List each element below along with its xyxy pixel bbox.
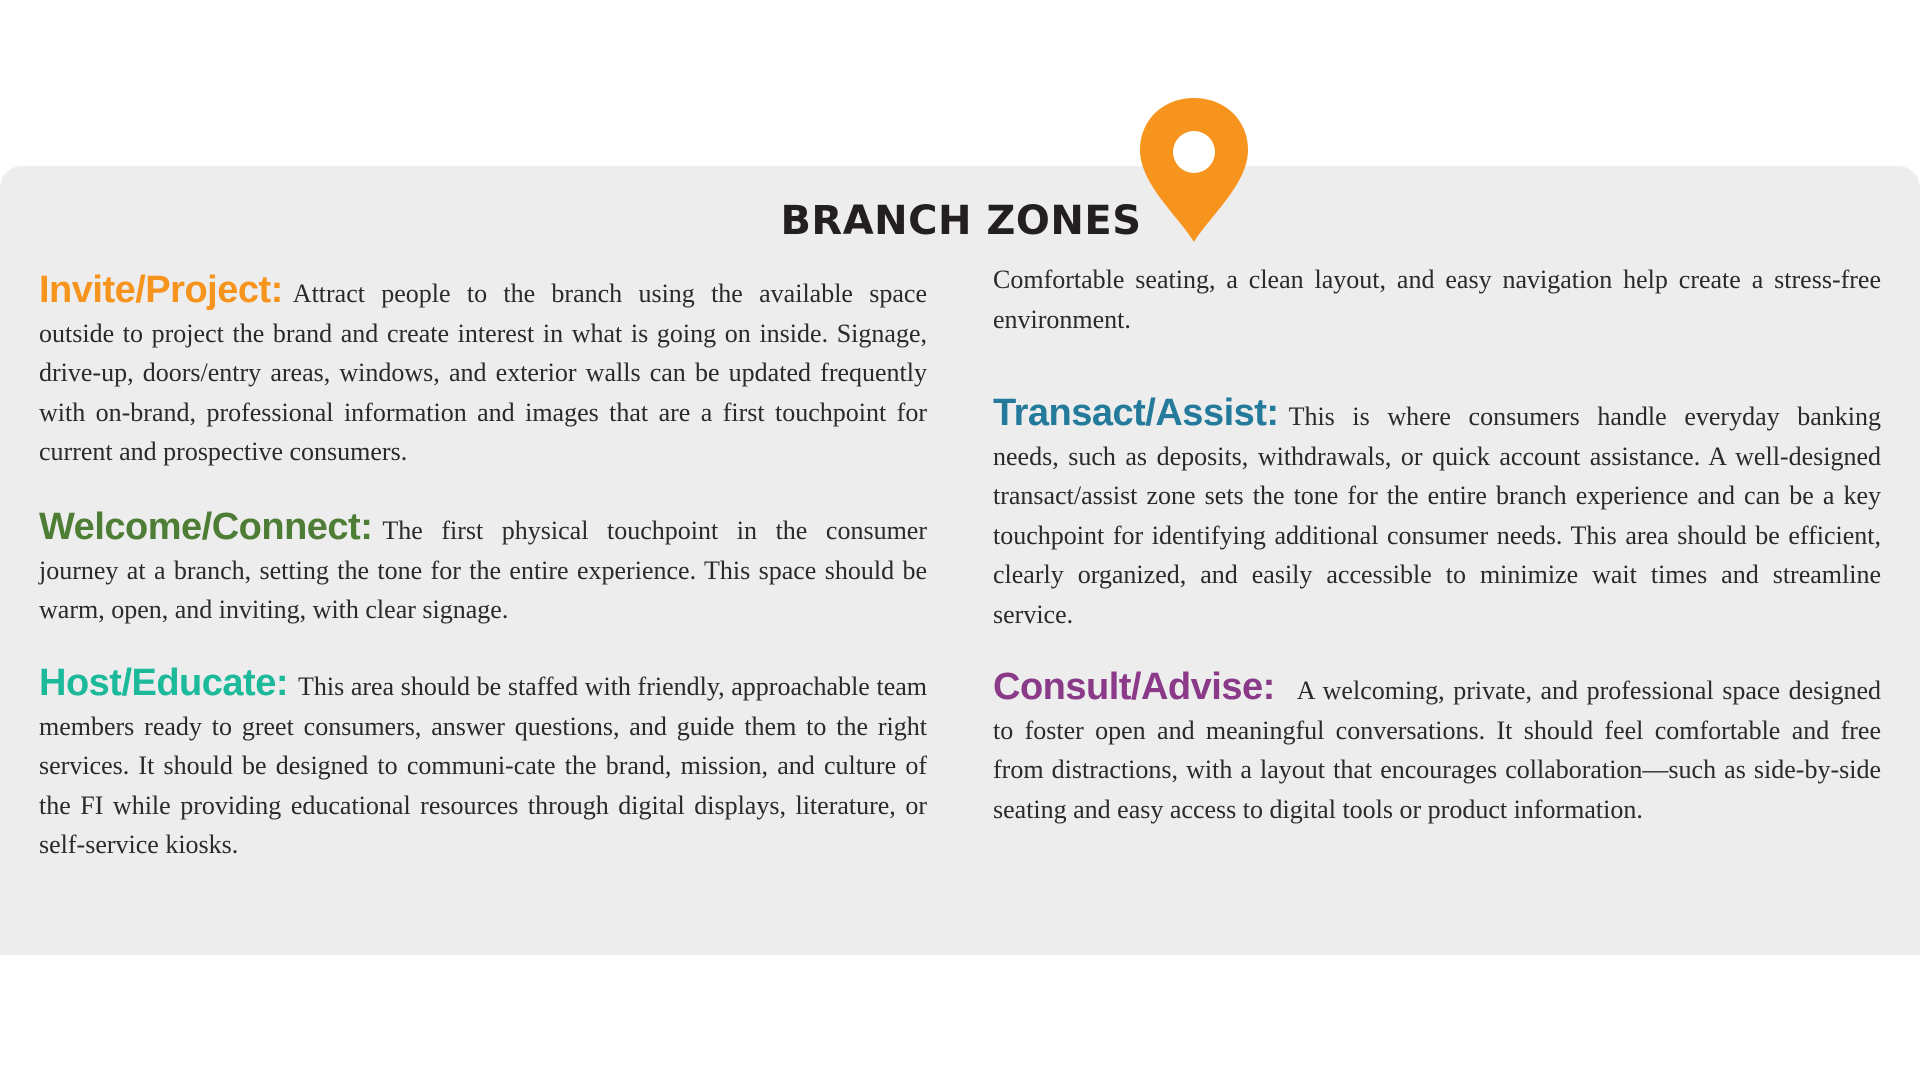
zone-heading: Invite/Project: [39,269,283,311]
zone-description: This is where consumers handle everyday banking needs, such as deposits, withdrawals, or quick account assistance. A well-designed transact/assist zone sets the tone for the entire branch experience and can be a key touchpoint for identifying additional consumer needs. This area should be efficient, clearly organized, and easily accessible to minimize wait times and streamline service. [993,402,1881,629]
zone-welcome-connect [39,508,927,630]
zone-transact-assist [993,394,1881,634]
zone-invite-project [39,271,927,472]
zone-heading: Transact/Assist: [993,392,1279,434]
zone-description: Attract people to the branch using the available space outside to project the brand and create interest in what is going on inside. Signage, drive-up, doors/entry areas, windows, and exterior walls can be updated frequently with on-brand, professional information and images that are a first touchpoint for current and prospective consumers. [39,279,927,466]
zone-description: This area should be staffed with friendly, approachable team members ready to greet consumers, answer questions, and guide them to the right services. It should be designed to communi-cate the brand, mission, and culture of the FI while providing educational resources through digital displays, literature, or self-service kiosks. [39,672,927,859]
zone-description: The first physical touchpoint in the consumer journey at a branch, setting the tone for the entire experience. This space should be warm, open, and inviting, with clear signage. [39,516,927,624]
page-title: BRANCH ZONES [780,198,1142,244]
zone-consult-advise [993,668,1881,829]
zone-description: Comfortable seating, a clean layout, and easy navigation help create a stress-free environment. [993,265,1881,334]
zone-heading: Welcome/Connect: [39,506,373,548]
map-pin-icon [1138,96,1250,244]
zone-description: A welcoming, private, and professional space designed to foster open and meaningful conversations. It should feel comfortable and free from distractions, with a layout that encourages collaboration—such as side-by-side seating and easy access to digital tools or product information. [993,676,1881,824]
zone-heading: Host/Educate: [39,662,288,704]
zone-host-educate [39,664,927,865]
zone-host-educate-continued [993,260,1881,339]
zone-heading: Consult/Advise: [993,666,1275,708]
